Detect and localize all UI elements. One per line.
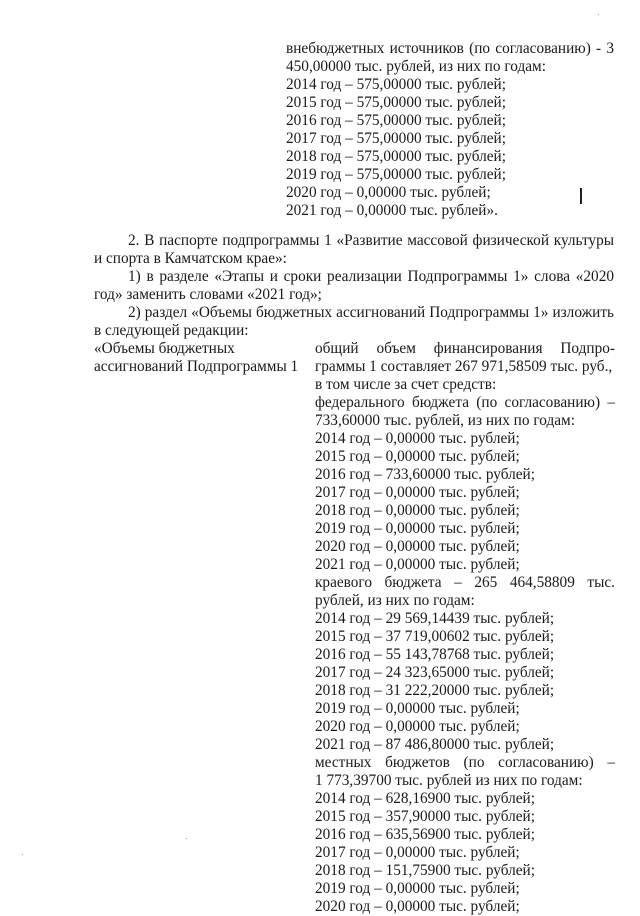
- regional-year-2014: 2014 год – 29 569,14439 тыс. рублей;: [315, 610, 555, 627]
- extrabudget-year-2016: 2016 год – 575,00000 тыс. рублей;: [286, 112, 506, 129]
- extrabudget-year-2017: 2017 год – 575,00000 тыс. рублей;: [286, 130, 506, 147]
- federal-budget-line-2: 733,60000 тыс. рублей, из них по годам:: [315, 412, 575, 429]
- local-year-2015: 2015 год – 357,90000 тыс. рублей;: [315, 808, 535, 825]
- extrabudget-year-2019: 2019 год – 575,00000 тыс. рублей;: [286, 166, 506, 183]
- paragraph-2-1-line-1: 1) в разделе «Этапы и сроки реализации Подпрограммы 1» слова «2020: [128, 268, 614, 285]
- extrabudget-year-2020: 2020 год – 0,00000 тыс. рублей;: [286, 184, 491, 201]
- local-year-2018: 2018 год – 151,75900 тыс. рублей;: [315, 862, 535, 879]
- margin-mark: [580, 188, 582, 204]
- regional-budget-line-2: рублей, из них по годам:: [315, 592, 475, 609]
- extrabudget-line-1: внебюджетных источников (по согласованию) - 3: [286, 40, 614, 57]
- total-financing-line-1: общий объем финансирования Подпро-: [315, 340, 615, 357]
- local-year-2019: 2019 год – 0,00000 тыс. рублей;: [315, 880, 520, 897]
- regional-year-2016: 2016 год – 55 143,78768 тыс. рублей;: [315, 646, 555, 663]
- paragraph-2-2-line-2: в следующей редакции:: [94, 322, 249, 339]
- extrabudget-year-2018: 2018 год – 575,00000 тыс. рублей;: [286, 148, 506, 165]
- total-financing-line-3: в том числе за счет средств:: [315, 376, 497, 393]
- extrabudget-year-2021: 2021 год – 0,00000 тыс. рублей».: [286, 202, 498, 219]
- federal-year-2018: 2018 год – 0,00000 тыс. рублей;: [315, 502, 520, 519]
- scan-speck: [22, 854, 23, 855]
- regional-year-2020: 2020 год – 0,00000 тыс. рублей;: [315, 718, 520, 735]
- local-year-2014: 2014 год – 628,16900 тыс. рублей;: [315, 790, 535, 807]
- federal-year-2015: 2015 год – 0,00000 тыс. рублей;: [315, 448, 520, 465]
- regional-year-2021: 2021 год – 87 486,80000 тыс. рублей;: [315, 736, 555, 753]
- table-left-label-line-1: «Объемы бюджетных: [94, 340, 235, 357]
- regional-year-2017: 2017 год – 24 323,65000 тыс. рублей;: [315, 664, 555, 681]
- local-budget-line-1: местных бюджетов (по согласованию) –: [315, 754, 615, 771]
- federal-year-2016: 2016 год – 733,60000 тыс. рублей;: [315, 466, 535, 483]
- local-budget-line-2: 1 773,39700 тыс. рублей из них по годам:: [315, 772, 583, 789]
- regional-year-2018: 2018 год – 31 222,20000 тыс. рублей;: [315, 682, 555, 699]
- total-financing-line-2: граммы 1 составляет 267 971,58509 тыс. руб.,: [315, 358, 613, 375]
- local-year-2020: 2020 год – 0,00000 тыс. рублей;: [315, 898, 520, 915]
- federal-year-2020: 2020 год – 0,00000 тыс. рублей;: [315, 538, 520, 555]
- local-year-2017: 2017 год – 0,00000 тыс. рублей;: [315, 844, 520, 861]
- paragraph-2-line-1: 2. В паспорте подпрограммы 1 «Развитие массовой физической культуры: [128, 232, 614, 249]
- scan-speck: [186, 838, 187, 839]
- extrabudget-year-2015: 2015 год – 575,00000 тыс. рублей;: [286, 94, 506, 111]
- scan-speck: [598, 14, 599, 15]
- regional-budget-line-1: краевого бюджета – 265 464,58809 тыс.: [315, 574, 615, 591]
- table-left-label-line-2: ассигнований Подпрограммы 1: [94, 358, 299, 375]
- paragraph-2-2-line-1: 2) раздел «Объемы бюджетных ассигнований Подпрограммы 1» изложить: [128, 304, 614, 321]
- local-year-2016: 2016 год – 635,56900 тыс. рублей;: [315, 826, 535, 843]
- federal-year-2019: 2019 год – 0,00000 тыс. рублей;: [315, 520, 520, 537]
- federal-year-2017: 2017 год – 0,00000 тыс. рублей;: [315, 484, 520, 501]
- paragraph-2-line-2: и спорта в Камчатском крае»:: [94, 250, 287, 267]
- regional-year-2019: 2019 год – 0,00000 тыс. рублей;: [315, 700, 520, 717]
- regional-year-2015: 2015 год – 37 719,00602 тыс. рублей;: [315, 628, 555, 645]
- extrabudget-line-2: 450,00000 тыс. рублей, из них по годам:: [286, 58, 546, 75]
- federal-year-2021: 2021 год – 0,00000 тыс. рублей;: [315, 556, 520, 573]
- extrabudget-year-2014: 2014 год – 575,00000 тыс. рублей;: [286, 76, 506, 93]
- federal-budget-line-1: федерального бюджета (по согласованию) –: [315, 394, 615, 411]
- federal-year-2014: 2014 год – 0,00000 тыс. рублей;: [315, 430, 520, 447]
- paragraph-2-1-line-2: год» заменить словами «2021 год»;: [94, 286, 322, 303]
